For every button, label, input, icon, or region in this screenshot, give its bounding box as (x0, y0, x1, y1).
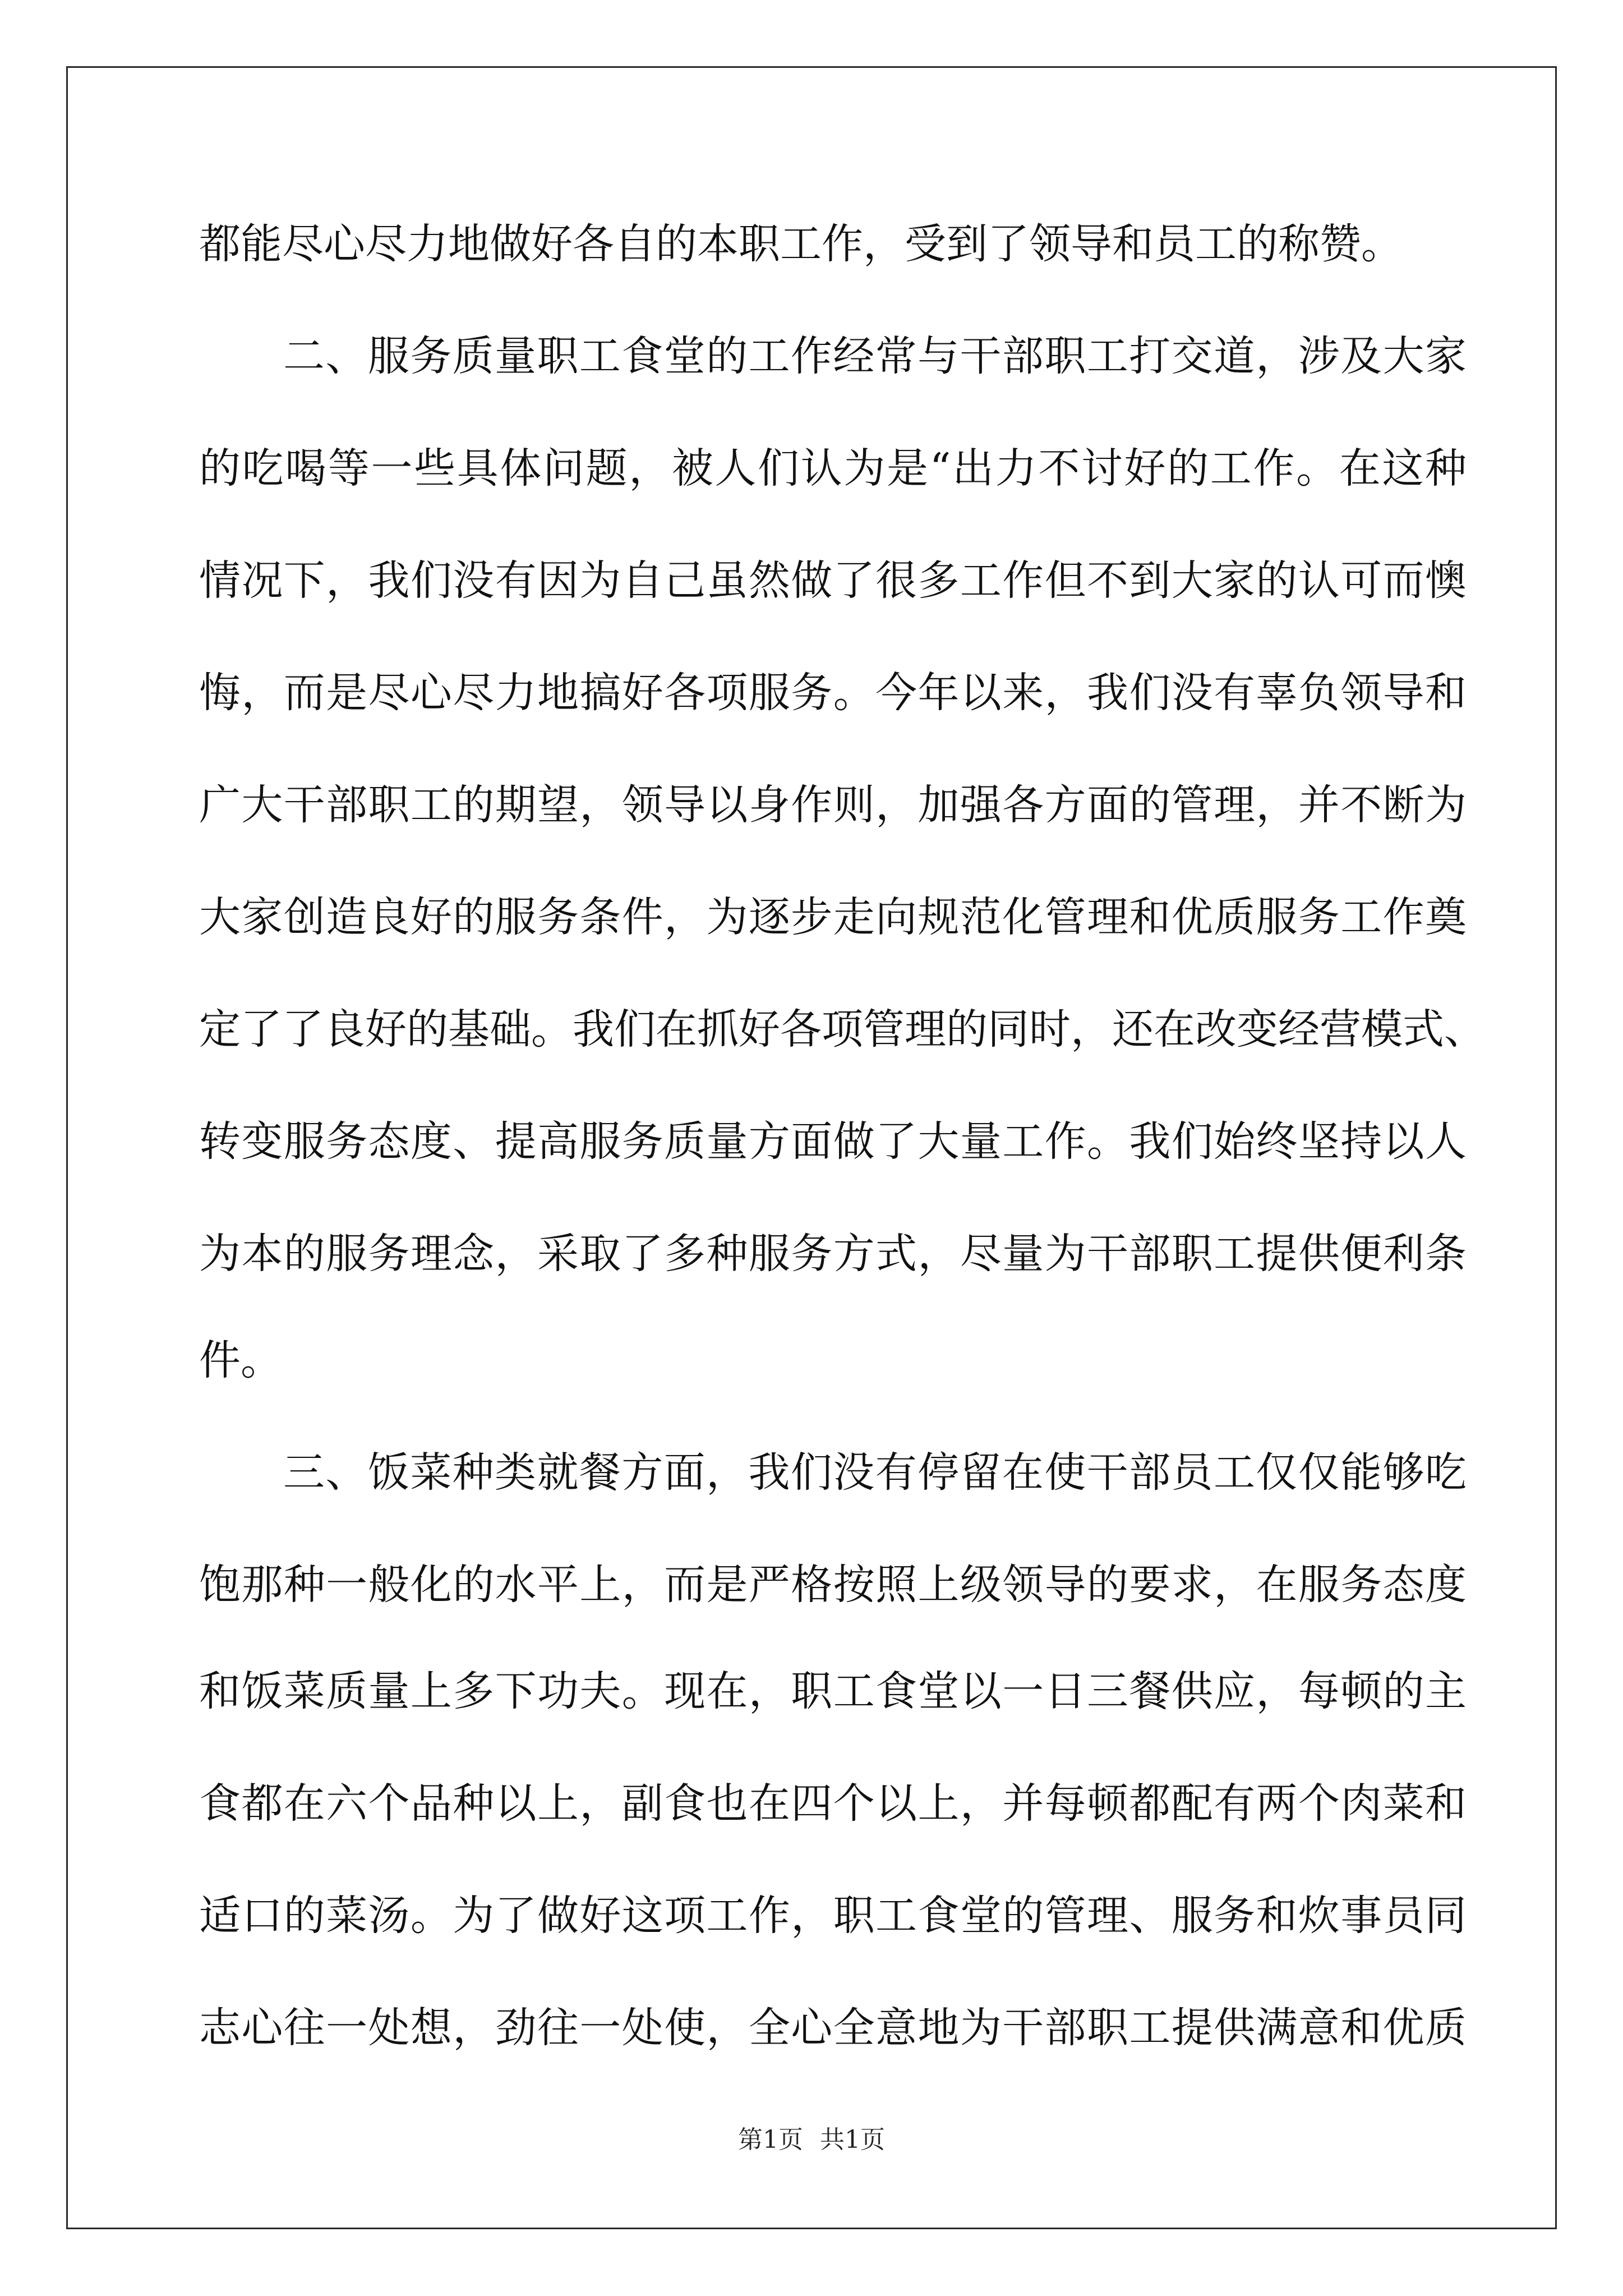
body-line-1: 都能尽心尽力地做好各自的本职工作，受到了领导和员工的称赞。 (199, 220, 1403, 268)
body-line-14: 和饭菜质量上多下功夫。现在，职工食堂以一日三餐供应，每顿的主 (199, 1667, 1467, 1715)
body-line-7: 大家创造良好的服务条件，为逐步走向规范化管理和优质服务工作奠 (199, 893, 1467, 941)
body-line-11: 件。 (199, 1336, 282, 1384)
body-line-15: 食都在六个品种以上，副食也在四个以上，并每顿都配有两个肉菜和 (199, 1779, 1467, 1828)
body-line-4: 情况下，我们没有因为自己虽然做了很多工作但不到大家的认可而懊 (199, 556, 1467, 605)
body-line-12: 三、饭菜种类就餐方面，我们没有停留在使干部员工仅仅能够吃 (283, 1448, 1467, 1497)
body-line-2: 二、服务质量职工食堂的工作经常与干部职工打交道，涉及大家 (283, 332, 1467, 380)
body-line-6: 广大干部职工的期望，领导以身作则，加强各方面的管理，并不断为 (199, 781, 1467, 829)
body-line-10: 为本的服务理念，采取了多种服务方式，尽量为干部职工提供便利条 (199, 1230, 1467, 1278)
body-line-5: 悔，而是尽心尽力地搞好各项服务。今年以来，我们没有辜负领导和 (199, 669, 1467, 717)
body-line-3: 的吃喝等一些具体问题，被人们认为是“出力不讨好的工作。在这种 (199, 444, 1467, 493)
body-line-13: 饱那种一般化的水平上，而是严格按照上级领导的要求，在服务态度 (199, 1561, 1467, 1609)
body-line-8: 定了了良好的基础。我们在抓好各项管理的同时，还在改变经营模式、 (199, 1005, 1486, 1053)
body-line-17: 志心往一处想，劲往一处使，全心全意地为干部职工提供满意和优质 (199, 2004, 1467, 2052)
body-line-16: 适口的菜汤。为了做好这项工作，职工食堂的管理、服务和炊事员同 (199, 1892, 1467, 1940)
page-number: 第1页 (738, 2125, 803, 2154)
page-footer (0, 2120, 1623, 2160)
body-line-9: 转变服务态度、提高服务质量方面做了大量工作。我们始终坚持以人 (199, 1117, 1467, 1166)
page-total: 共1页 (820, 2125, 885, 2154)
